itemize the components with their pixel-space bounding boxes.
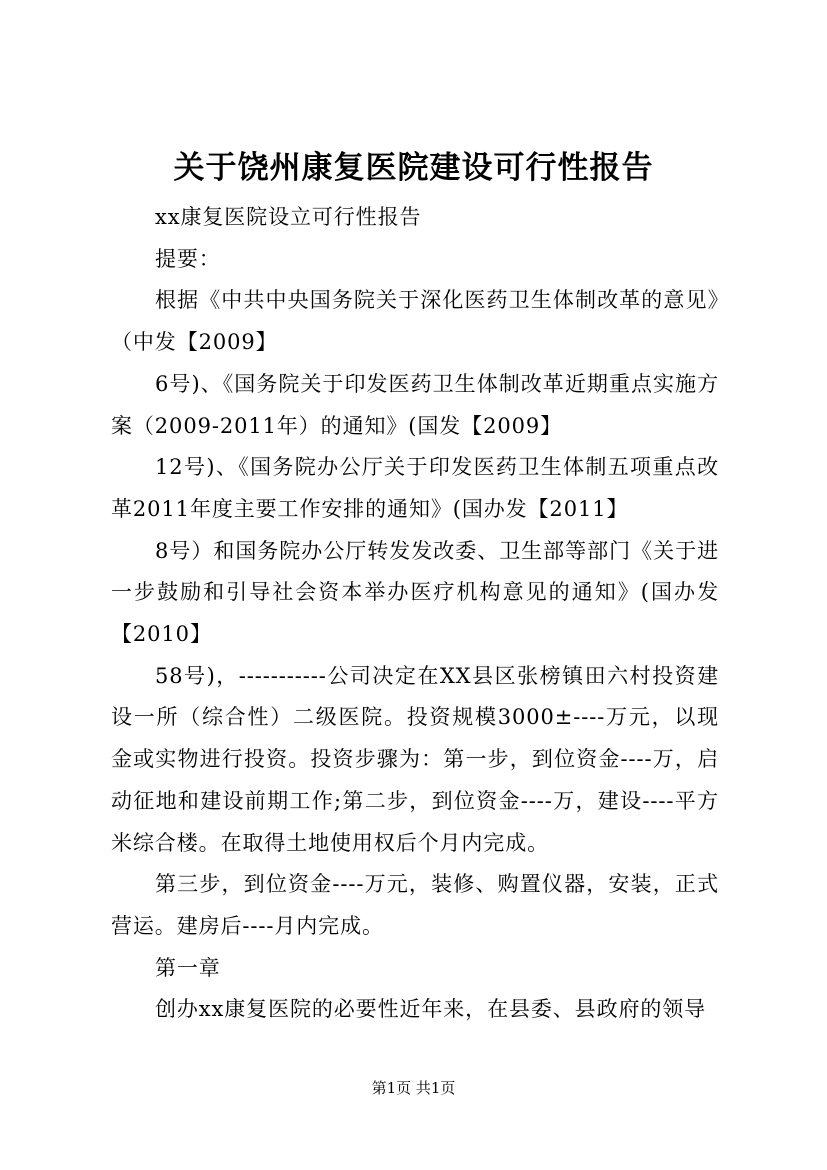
paragraph-basis-3: 12号)、《国务院办公厅关于印发医药卫生体制五项重点改革2011年度主要工作安排的通知》(国办发【2011】 <box>111 455 719 521</box>
page-number: 第1页 共1页 <box>371 1079 456 1097</box>
paragraph-summary-label: 提要： <box>155 246 221 271</box>
paragraph-basis-2: 6号)、《国务院关于印发医药卫生体制改革近期重点实施方案（2009-2011年）的通知》(国发【2009】 <box>111 371 719 438</box>
document-title: 关于饶州康复医院建设可行性报告 <box>173 150 654 186</box>
paragraph-step-three: 第三步，到位资金----万元，装修、购置仪器，安装，正式营运。建房后----月内完成。 <box>111 872 719 938</box>
paragraph-basis-4: 8号）和国务院办公厅转发发改委、卫生部等部门《关于进一步鼓励和引导社会资本举办医疗机构意见的通知》(国办发【2010】 <box>111 538 719 647</box>
document-body <box>111 197 719 1031</box>
paragraph-necessity: 创办xx康复医院的必要性近年来，在县委、县政府的领导 <box>155 997 707 1022</box>
paragraph-basis-1: 根据《中共中央国务院关于深化医药卫生体制改革的意见》（中发【2009】 <box>111 288 719 355</box>
paragraph-investment-plan: 58号)，-----------公司决定在XX县区张榜镇田六村投资建设一所（综合性）二级医院。投资规模3000±----万元，以现金或实物进行投资。投资步骤为：第一步，到位资金----万，启动征地和建设前期工作;第二步，到位资金----万，建设----平方米综合楼。在取得土地使用权后个月内完成。 <box>111 663 719 855</box>
paragraph-subtitle: xx康复医院设立可行性报告 <box>155 205 422 229</box>
chapter-heading: 第一章 <box>155 955 221 980</box>
